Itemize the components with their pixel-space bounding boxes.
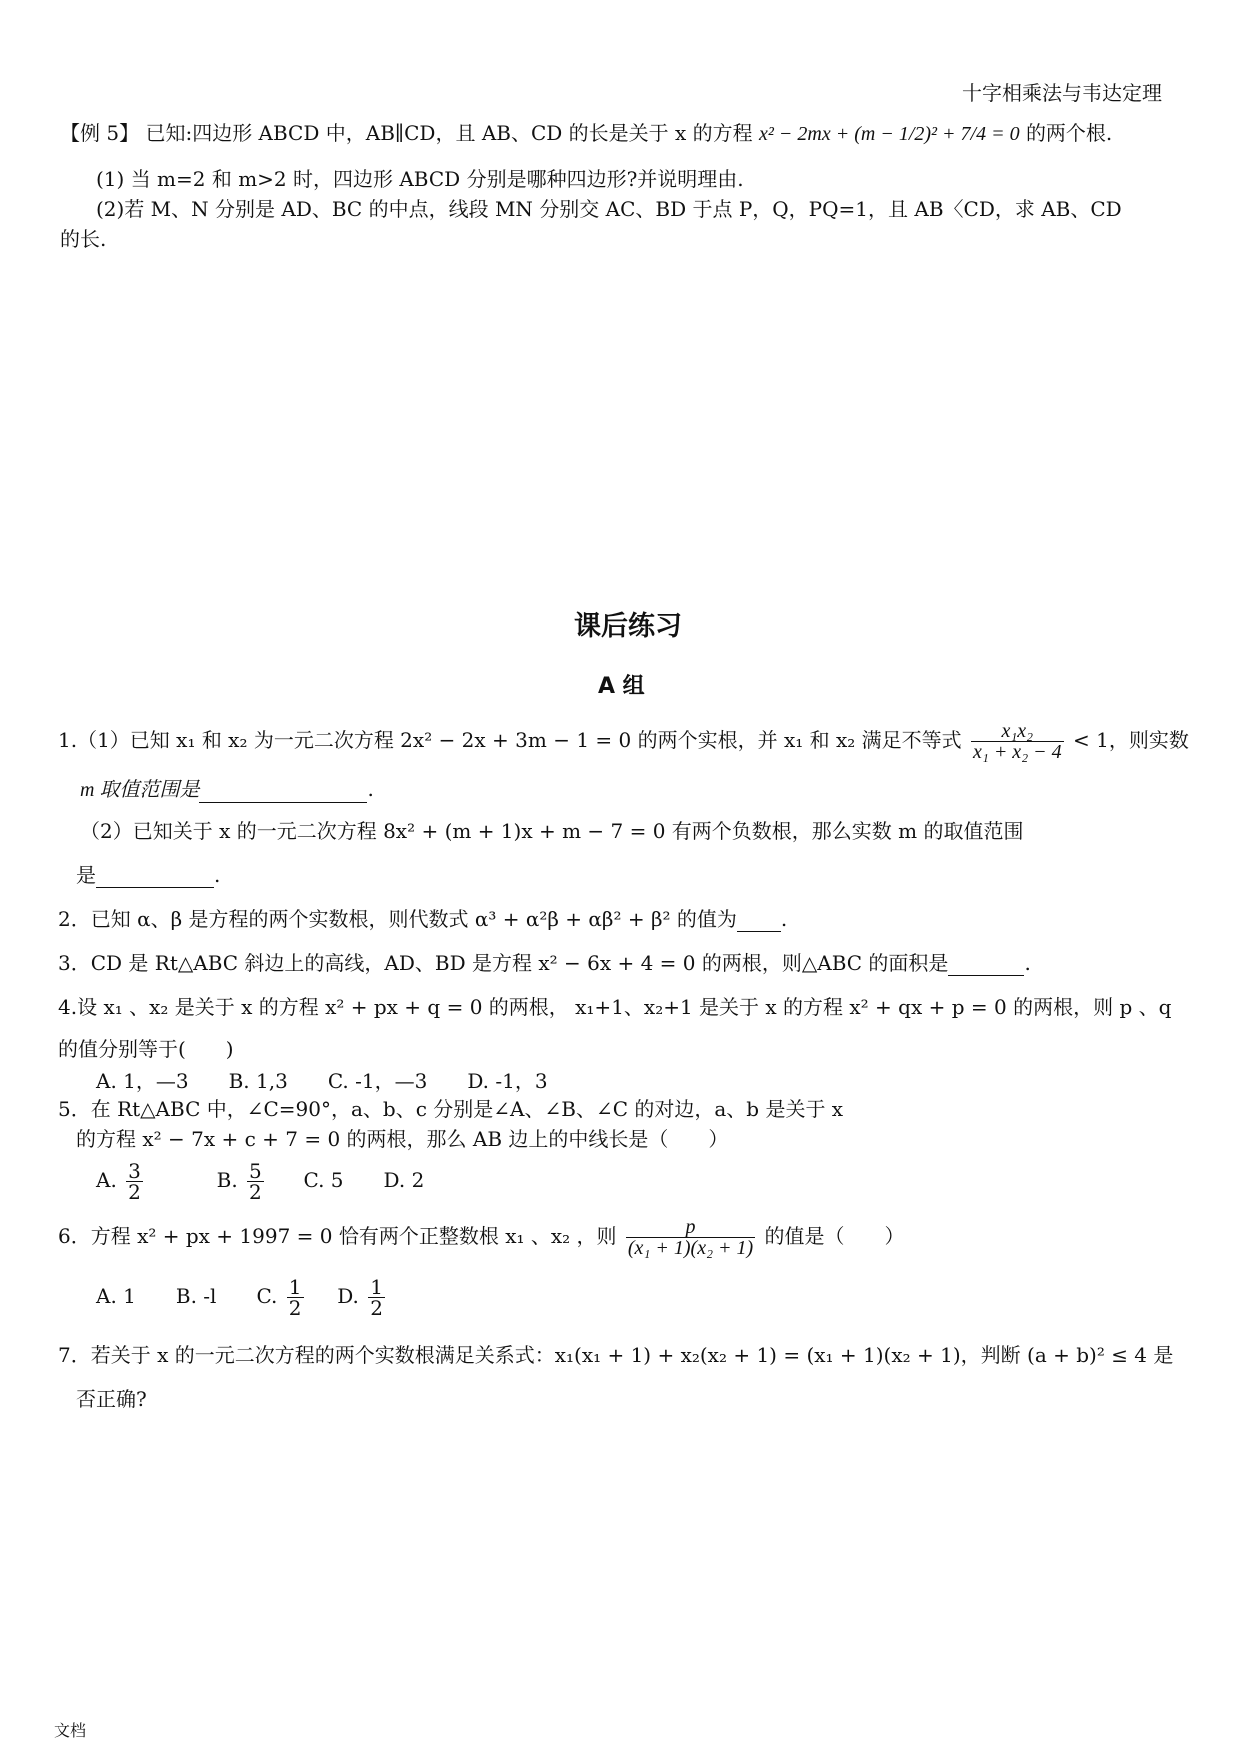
q6-text-tail: 的值是（ ） — [764, 1224, 905, 1248]
q6-den: (x₁ + 1)(x₂ + 1) — [627, 1237, 754, 1259]
question-5: 5．在 Rt△ABC 中，∠C=90°，a、b、c 分别是∠A、∠B、∠C 的对边，a、b 是关于 x — [58, 1097, 844, 1121]
example-equation: x² − 2mx + (m − 1/2)² + 7/4 = 0 — [759, 123, 1020, 145]
section-title: 课后练习 — [574, 611, 682, 642]
q6-c-den: 2 — [288, 1296, 302, 1320]
q5-b-den: 2 — [249, 1180, 262, 1204]
question-4-cont: 的值分别等于( ) — [58, 1037, 234, 1061]
q1-fraction-denominator: x₁ + x₂ − 4 — [972, 741, 1062, 763]
q6-d-den: 2 — [370, 1296, 383, 1320]
example-equation-tail: 的两个根. — [1025, 121, 1113, 145]
q1-part2-text: 是 — [76, 863, 96, 887]
example-text: 已知:四边形 ABCD 中，AB∥CD，且 AB、CD 的长是关于 x 的方程 — [145, 121, 753, 145]
question-4-options: A. 1，—3 B. 1,3 C. -1，—3 D. -1，3 — [96, 1069, 548, 1093]
question-5-cont: 的方程 x² − 7x + c + 7 = 0 的两根，那么 AB 边上的中线长是（ ） — [76, 1127, 729, 1151]
q1-text: 1.（1）已知 x₁ 和 x₂ 为一元二次方程 2x² − 2x + 3m − 1 = 0 的两个实根，并 x₁ 和 x₂ 满足不等式 — [58, 728, 962, 752]
example-label: 【例 5】 — [60, 121, 140, 145]
question-7: 7．若关于 x 的一元二次方程的两个实数根满足关系式：x₁(x₁ + 1) + x₂(x₂ + 1) = (x₁ + 1)(x₂ + 1)，判断 (a + b)² ≤ 4 是 — [58, 1343, 1174, 1367]
page-footer: 文档 — [54, 1721, 87, 1740]
q6-num: p — [626, 1217, 755, 1238]
q5-option-a-label: A. — [96, 1168, 117, 1192]
question-5-options — [96, 1158, 424, 1202]
question-1-part2-end — [76, 862, 220, 888]
q1-range-end: . — [367, 777, 374, 801]
q5-a-den: 2 — [128, 1180, 141, 1204]
q5-option-a-fraction — [126, 1161, 143, 1202]
q1-fraction-numerator: x₁x₂ — [971, 721, 1064, 742]
q6-text: 6．方程 x² + px + 1997 = 0 恰有两个正整数根 x₁ 、x₂ ，则 — [58, 1224, 617, 1248]
q6-d-num: 1 — [370, 1275, 383, 1299]
question-1-part1 — [58, 718, 1189, 762]
q6-option-c-fraction — [287, 1277, 304, 1318]
q5-option-rest: C. 5 D. 2 — [303, 1168, 425, 1192]
q6-options-ab: A. 1 B. -l C. — [96, 1284, 278, 1308]
q1-part2-answer-blank[interactable] — [96, 865, 214, 888]
q2-end: . — [780, 907, 788, 931]
q1-part2-end: . — [214, 863, 221, 887]
q5-option-b-label: B. — [216, 1168, 238, 1192]
q1-text-tail: < 1，则实数 — [1073, 728, 1189, 752]
page-header: 十字相乘法与韦达定理 — [962, 81, 1162, 105]
q6-option-d-fraction — [368, 1277, 385, 1318]
q6-option-d-label: D. — [337, 1284, 359, 1308]
q1-fraction — [971, 721, 1064, 762]
example-5-part2-end: 的长. — [60, 227, 107, 251]
q1-answer-blank[interactable] — [199, 780, 367, 803]
question-6 — [58, 1214, 905, 1258]
q6-fraction — [626, 1217, 755, 1258]
question-7-cont: 否正确? — [76, 1387, 147, 1411]
question-3 — [58, 950, 1031, 976]
q2-text: 2．已知 α、β 是方程的两个实数根，则代数式 α³ + α²β + αβ² + β² 的值为 — [58, 907, 737, 931]
q5-option-b-fraction — [247, 1161, 264, 1202]
question-1-range — [80, 776, 374, 803]
q3-answer-blank[interactable] — [948, 953, 1024, 976]
q5-b-num: 5 — [249, 1159, 262, 1183]
example-5-line1 — [60, 120, 1112, 147]
question-4: 4.设 x₁ 、x₂ 是关于 x 的方程 x² + px + q = 0 的两根， x₁+1、x₂+1 是关于 x 的方程 x² + qx + p = 0 的两根，则 p 、q — [58, 995, 1172, 1019]
q5-a-num: 3 — [128, 1159, 141, 1183]
example-5-part1: (1) 当 m=2 和 m>2 时，四边形 ABCD 分别是哪种四边形?并说明理由. — [96, 167, 744, 191]
question-6-options — [96, 1274, 388, 1318]
q3-end: . — [1024, 951, 1031, 975]
q1-range-text: m 取值范围是 — [80, 779, 200, 801]
question-2 — [58, 906, 787, 932]
q6-c-num: 1 — [288, 1275, 302, 1299]
example-5-part2: (2)若 M、N 分别是 AD、BC 的中点，线段 MN 分别交 AC、BD 于点 P，Q，PQ=1，且 AB〈CD，求 AB、CD — [96, 197, 1122, 221]
question-1-part2: （2）已知关于 x 的一元二次方程 8x² + (m + 1)x + m − 7 = 0 有两个负数根，那么实数 m 的取值范围 — [80, 819, 1024, 843]
q3-text: 3．CD 是 Rt△ABC 斜边上的高线，AD、BD 是方程 x² − 6x + 4 = 0 的两根，则△ABC 的面积是 — [58, 951, 949, 975]
q2-answer-blank[interactable] — [737, 909, 781, 932]
group-title: A 组 — [598, 674, 645, 699]
